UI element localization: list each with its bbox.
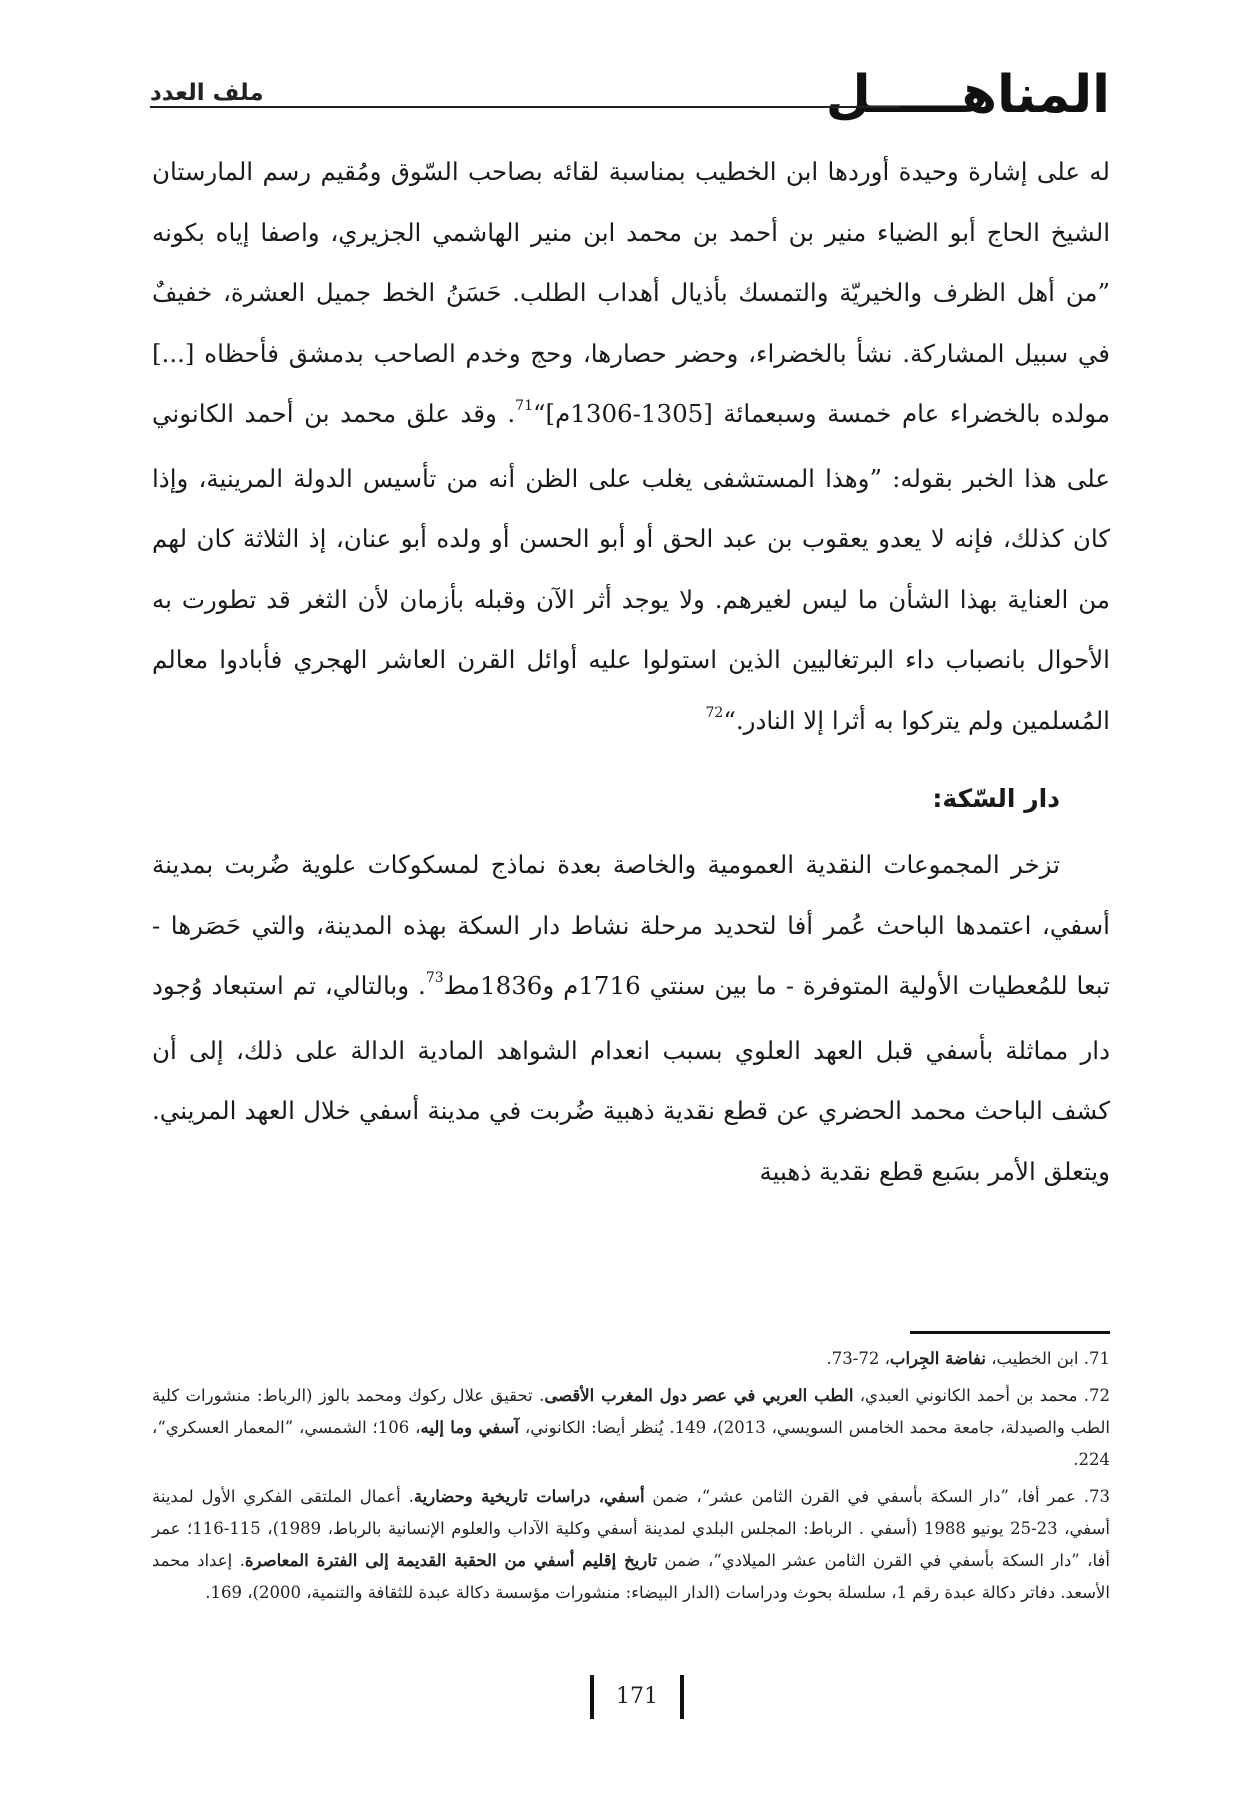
footnote-73: 73. عمر أفا، ”دار السكة بأسفي في القرن الثامن عشر“، ضمن أسفي، دراسات تاريخية وحضارية. أعمال الملتقى الفكري الأول لمدينة أسفي، 23-25 يونيو 1988 (أسفي . الرباط: المجلس البلدي لمدينة أسفي وكلية الآداب والعلوم الإنسانية بالرباط، 1989)، 115-116؛ عمر أفا، ”دار السكة بأسفي في القرن الثامن عشر الميلادي“، ضمن تاريخ إقليم أسفي من الحقبة القديمة إلى الفترة المعاصرة. إعداد محمد الأسعد. دفاتر دكالة عبدة رقم 1، سلسلة بحوث ودراسات (الدار البيضاء: منشورات مؤسسة دكالة عبدة للثقافة والتنمية، 2000)، 169. — [152, 1487, 1110, 1602]
page-number: 171 — [590, 1675, 684, 1719]
footnotes — [152, 1343, 1110, 1614]
footnote-ref-71[interactable]: 71 — [515, 398, 533, 414]
journal-masthead-logo: المناهـــــل — [825, 65, 1110, 125]
paragraph-1: له على إشارة وحيدة أوردها ابن الخطيب بمناسبة لقائه بصاحب السّوق ومُقيم رسم المارستان الشيخ الحاج أبو الضياء منير بن أحمد بن محمد ابن منير الهاشمي الجزيري، واصفا إياه بكونه ”من أهل الظرف والخيريّة والتمسك بأذيال أهداب الطلب. حَسَنُ الخط جميل العشرة، خفيفٌ في سبيل المشاركة. نشأ بالخضراء، وحضر حصارها، وحج وخدم الصاحب بدمشق فأحظاه [...] مولده بالخضراء عام خمسة وسبعمائة [1305-1306م]“$^{71}$. وقد علق محمد بن أحمد الكانوني على هذا الخبر بقوله: ”وهذا المستشفى يغلب على الظن أنه من تأسيس الدولة المرينية، وإذا كان كذلك، فإنه لا يعدو يعقوب بن عبد الحق أو أبو الحسن أو ولده أبو عنان، إذ الثلاثة كان لهم من العناية بهذا الشأن ما ليس لغيرهم. ولا يوجد أثر الآن وقبله بأزمان لأن الثغر قد تطورت به الأحوال بانصباب داء البرتغاليين الذين استولوا عليه أوائل القرن العاشر الهجري فأبادوا معالم المُسلمين ولم يتركوا به أثرا إلا النادر.“$^{72}$ — [152, 157, 1110, 735]
paragraph-2: تزخر المجموعات النقدية العمومية والخاصة بعدة نماذج لمسكوكات علوية ضُربت بمدينة أسفي، اعتمدها الباحث عُمر أفا لتحديد مرحلة نشاط دار السكة بهذه المدينة، والتي حَصَرها - تبعا للمُعطيات الأولية المتوفرة - ما بين سنتي 1716م و1836مط$^{73}$. وبالتالي، تم استبعاد وُجود دار مماثلة بأسفي قبل العهد العلوي بسبب انعدام الشواهد المادية الدالة على ذلك، إلى أن كشف الباحث محمد الحضري عن قطع نقدية ذهبية ضُربت في مدينة أسفي خلال العهد المريني. ويتعلق الأمر بسَبع قطع نقدية ذهبية — [152, 850, 1110, 1186]
section-subheading: دار السّكة: — [932, 784, 1060, 813]
footnote-ref-73[interactable]: 73 — [425, 970, 444, 986]
footnote-rule — [910, 1331, 1110, 1334]
section-label: ملف العدد — [150, 80, 264, 106]
footnote-71: 71. ابن الخطيب، نفاضة الجِراب، 72-73. — [826, 1349, 1110, 1368]
running-header — [150, 60, 1110, 130]
header-rule — [150, 106, 900, 108]
article-body — [152, 142, 1110, 1202]
footnote-72: 72. محمد بن أحمد الكانوني العبدي، الطب العربي في عصر دول المغرب الأقصى. تحقيق علال ركوك ومحمد بالوز (الرباط: منشورات كلية الطب والصيدلة، جامعة محمد الخامس السويسي، 2013)، 149. يُنظر أيضا: الكانوني، آسفي وما إليه، 106؛ الشمسي، ”المعمار العسكري“، 224. — [152, 1386, 1111, 1469]
footnote-ref-72[interactable]: 72 — [705, 704, 724, 721]
